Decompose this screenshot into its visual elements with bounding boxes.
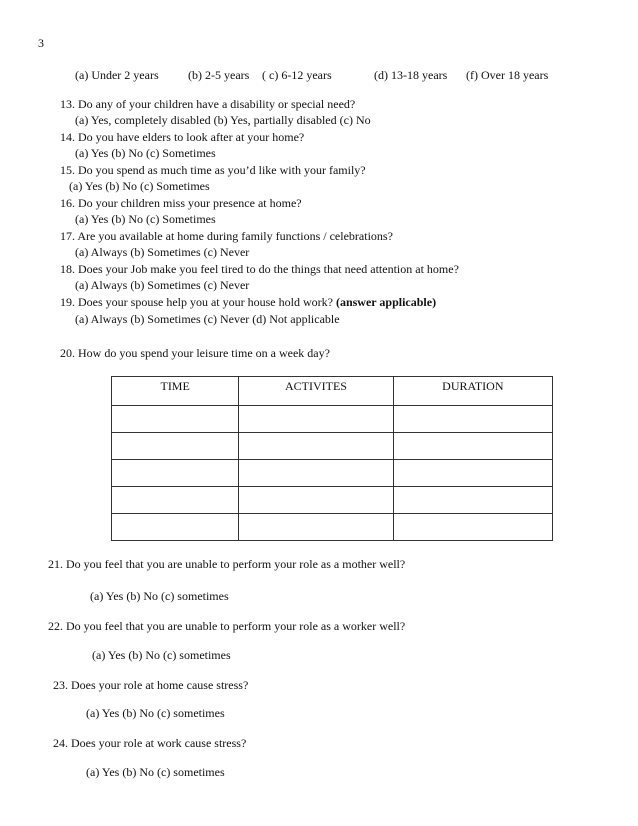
table-row — [112, 433, 553, 460]
page-number: 3 — [38, 36, 44, 50]
q18-question: 18. Does your Job make you feel tired to do the things that need attention at home? — [60, 262, 459, 276]
q19-question-text: 19. Does your spouse help you at your house hold work? — [60, 295, 333, 309]
q14-question: 14. Do you have elders to look after at your home? — [60, 130, 305, 144]
table-header-row — [112, 377, 553, 406]
leisure-time-table — [111, 376, 553, 541]
q16-options: (a) Yes (b) No (c) Sometimes — [75, 212, 216, 226]
q24-options: (a) Yes (b) No (c) sometimes — [86, 765, 225, 779]
table-cell — [239, 460, 393, 487]
q19-options: (a) Always (b) Sometimes (c) Never (d) Not applicable — [75, 312, 340, 326]
table-cell — [112, 433, 239, 460]
q14-options: (a) Yes (b) No (c) Sometimes — [75, 146, 216, 160]
q24-question: 24. Does your role at work cause stress? — [53, 736, 247, 750]
table-header-activities: ACTIVITES — [239, 377, 393, 406]
q15-question: 15. Do you spend as much time as you’d like with your family? — [60, 163, 366, 177]
table-cell — [393, 406, 552, 433]
q13-options: (a) Yes, completely disabled (b) Yes, partially disabled (c) No — [75, 113, 371, 127]
table-cell — [239, 406, 393, 433]
q12-option-d: (d) 13-18 years — [374, 68, 448, 82]
table-row — [112, 460, 553, 487]
table-row — [112, 406, 553, 433]
table-cell — [112, 460, 239, 487]
q17-options: (a) Always (b) Sometimes (c) Never — [75, 245, 250, 259]
q12-option-b: (b) 2-5 years — [188, 68, 250, 82]
q15-options: (a) Yes (b) No (c) Sometimes — [69, 179, 210, 193]
q21-question: 21. Do you feel that you are unable to perform your role as a mother well? — [48, 557, 406, 571]
table-cell — [239, 487, 393, 514]
q23-options: (a) Yes (b) No (c) sometimes — [86, 706, 225, 720]
table-cell — [393, 433, 552, 460]
table-cell — [112, 406, 239, 433]
table-row — [112, 514, 553, 541]
table-cell — [393, 460, 552, 487]
q16-question: 16. Do your children miss your presence at home? — [60, 196, 302, 210]
table-header-duration: DURATION — [393, 377, 552, 406]
table-cell — [393, 514, 552, 541]
q12-option-f: (f) Over 18 years — [466, 68, 549, 82]
q12-option-c: ( c) 6-12 years — [262, 68, 332, 82]
table-header-time: TIME — [112, 377, 239, 406]
table-cell — [393, 487, 552, 514]
q23-question: 23. Does your role at home cause stress? — [53, 678, 249, 692]
q13-question: 13. Do any of your children have a disability or special need? — [60, 97, 356, 111]
table-row — [112, 487, 553, 514]
table-cell — [239, 433, 393, 460]
q17-question: 17. Are you available at home during family functions / celebrations? — [60, 229, 393, 243]
table-cell — [239, 514, 393, 541]
table-cell — [112, 514, 239, 541]
q22-options: (a) Yes (b) No (c) sometimes — [92, 648, 231, 662]
q18-options: (a) Always (b) Sometimes (c) Never — [75, 278, 250, 292]
q22-question: 22. Do you feel that you are unable to perform your role as a worker well? — [48, 619, 406, 633]
q21-options: (a) Yes (b) No (c) sometimes — [90, 589, 229, 603]
q12-option-a: (a) Under 2 years — [75, 68, 159, 82]
table-cell — [112, 487, 239, 514]
q19-note: (answer applicable) — [335, 295, 437, 309]
q20-question: 20. How do you spend your leisure time on a week day? — [60, 346, 330, 360]
q19-question — [60, 295, 436, 309]
